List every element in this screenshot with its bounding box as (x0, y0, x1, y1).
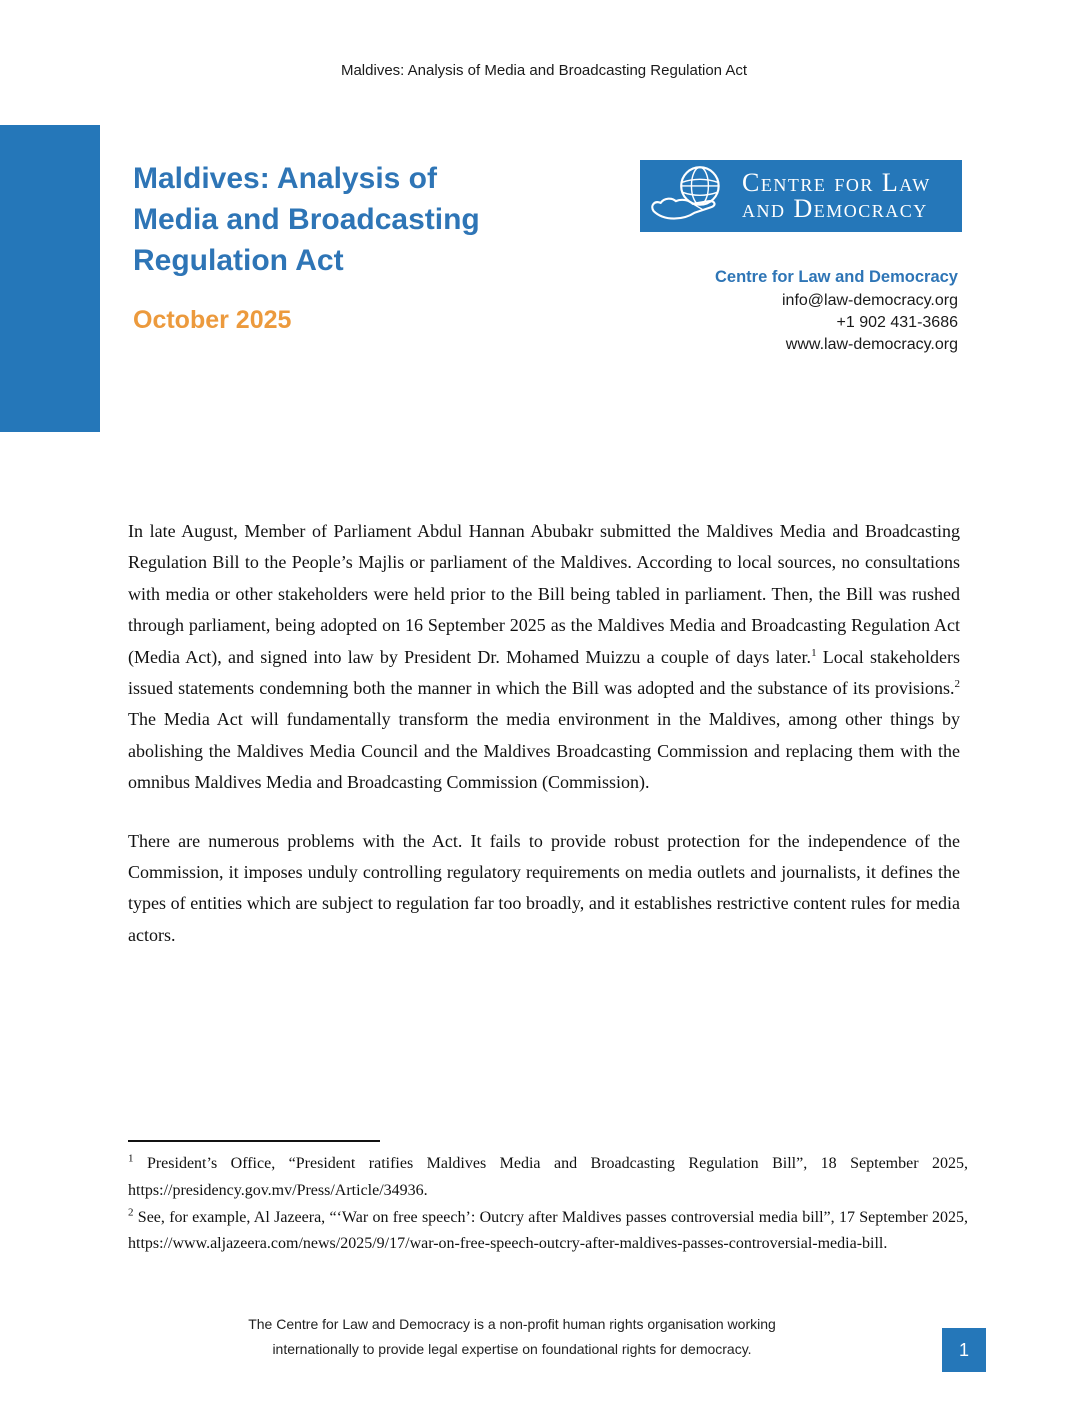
body-content (128, 516, 960, 978)
footer-line-2: internationally to provide legal expertise on foundational rights for democracy. (272, 1341, 752, 1357)
title-line-1: Maldives: Analysis of (133, 162, 437, 195)
page-number: 1 (958, 1339, 969, 1360)
footer-line-1: The Centre for Law and Democracy is a non-profit human rights organisation working (248, 1316, 776, 1332)
footnote-2 (128, 1205, 968, 1259)
footnote-2-number: 2 (128, 1206, 134, 1219)
footnote-reference-2: 2 (954, 678, 960, 691)
title-line-3: Regulation Act (133, 244, 344, 277)
title-line-2: Media and Broadcasting (133, 203, 480, 236)
left-accent-bar (0, 125, 100, 432)
paragraph-2: There are numerous problems with the Act. It fails to provide robust protection for the independence of the Commission, it imposes unduly controlling regulatory requirements on media outlets and journalists, it defines the types of entities which are subject to regulation far too broadly, and it establishes restrictive content rules for media actors. (128, 830, 960, 945)
logo-wordmark (742, 170, 931, 222)
footnote-reference-1: 1 (811, 646, 817, 659)
footnote-1-text: President’s Office, “President ratifies Maldives Media and Broadcasting Regulation Bill”, 18 September 2025, https://presidency.gov.mv/Press/Article/34936. (128, 1155, 968, 1199)
footnote-2-text: See, for example, Al Jazeera, “‘War on free speech’: Outcry after Maldives passes controversial media bill”, 17 September 2025, https://www.aljazeera.com/news/2025/9/17/war-on-free-speech-outcry-after-maldives-passes-controversial-media-bill. (128, 1208, 968, 1253)
contact-email: info@law-democracy.org (781, 292, 958, 309)
contact-org-name: Centre for Law and Democracy (715, 268, 958, 286)
footnote-separator-rule (128, 1140, 380, 1142)
page-number-badge (942, 1328, 986, 1372)
paragraph-1 (128, 516, 960, 799)
document-title (133, 158, 633, 281)
logo-line-2: and Democracy (742, 194, 928, 223)
paragraph-1-text-a: In late August, Member of Parliament Abdul Hannan Abubakr submitted the Maldives Media and Broadcasting Regulation Bill to the People’s Majlis or parliament of the Maldives. According to local sources, no consultations with media or other stakeholders were held prior to the Bill being tabled in parliament. Then, the Bill was rushed through parliament, being adopted on 16 September 2025 as the Maldives Media and Broadcasting Regulation Act (Media Act), and signed into law by President Dr. Mohamed Muizzu a couple of days later. (128, 521, 960, 667)
footnote-1 (128, 1151, 968, 1205)
contact-info (715, 266, 958, 356)
cld-logo (640, 160, 962, 232)
paragraph-1-text-b: Local stakeholders issued statements condemning both the manner in which the Bill was adopted and the substance of its provisions. (128, 646, 961, 699)
running-header: Maldives: Analysis of Media and Broadcasting Regulation Act (340, 62, 748, 79)
globe-hand-icon (646, 161, 736, 232)
paragraph-1-text-c: The Media Act will fundamentally transform the media environment in the Maldives, among other things by abolishing the Maldives Media Council and the Maldives Broadcasting Commission and replacing them with the omnibus Maldives Media and Broadcasting Commission (Commission). (128, 709, 960, 793)
footnote-1-number: 1 (128, 1152, 134, 1165)
footnotes-section (128, 1140, 968, 1258)
publication-date: October 2025 (133, 306, 292, 334)
logo-line-1: Centre for Law (742, 168, 931, 197)
contact-website: www.law-democracy.org (785, 336, 958, 353)
page-footer (0, 1312, 1024, 1362)
contact-phone: +1 902 431-3686 (836, 314, 958, 331)
